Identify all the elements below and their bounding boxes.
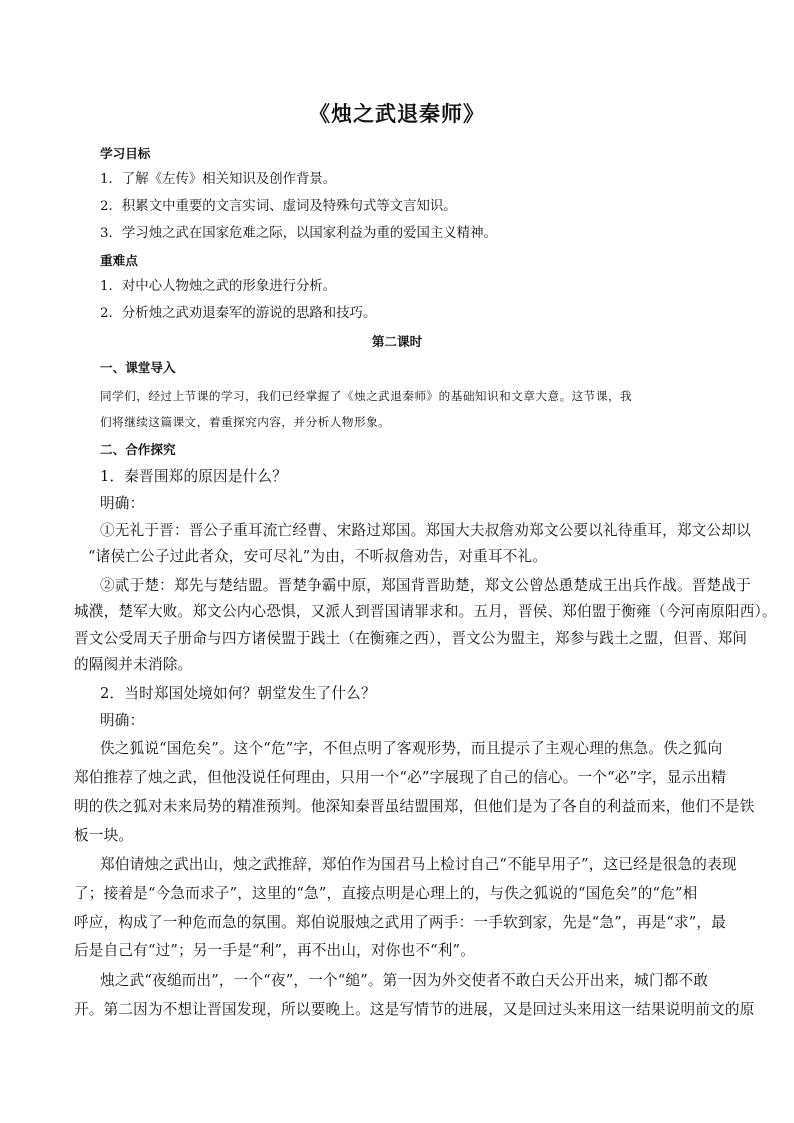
body-paragraph: 烛之武“夜缒而出”，一个“夜”，一个“缒”。第一因为外交使者不敢白天公开出来，城门都不敢 — [100, 972, 709, 989]
body-paragraph: 郑伯推荐了烛之武，但他没说任何理由，只用一个“必”字展现了自己的信心。一个“必”字，显示出精 — [74, 769, 726, 786]
keypoint-item: 1．对中心人物烛之武的形象进行分析。 — [100, 279, 337, 294]
goal-item: 2．积累文中重要的文言实词、虚词及特殊句式等文言知识。 — [100, 199, 457, 214]
body-paragraph: 板一块。 — [74, 827, 134, 844]
section-heading-explore: 二、合作探究 — [100, 442, 176, 457]
lesson-title: 第二课时 — [371, 334, 423, 349]
intro-text: 同学们，经过上节课的学习，我们已经掌握了《烛之武退秦师》的基础知识和文章大意。这节课，我 — [100, 389, 633, 403]
body-paragraph: 郑伯请烛之武出山，烛之武推辞，郑伯作为国君马上检讨自己“不能早用子”，这已经是很急的表现 — [100, 856, 737, 873]
answer-text: ①无礼于晋：晋公子重耳流亡经曹、宋路过郑国。郑国大夫叔詹劝郑文公要以礼待重耳，郑文公却以 — [100, 522, 751, 539]
keypoint-item: 2．分析烛之武劝退秦军的游说的思路和技巧。 — [100, 306, 377, 321]
question-2: 2．当时郑国处境如何？朝堂发生了什么？ — [100, 685, 376, 702]
body-paragraph: 呼应，构成了一种危而急的氛围。郑伯说服烛之武用了两手：一手软到家，先是“急”，再是“求”，最 — [74, 914, 726, 931]
answer-label: 明确： — [100, 712, 145, 729]
keypoints-heading: 重难点 — [100, 253, 138, 268]
document-title: 《烛之武退秦师》 — [309, 102, 485, 126]
goal-item: 3．学习烛之武在国家危难之际，以国家利益为重的爱国主义精神。 — [100, 226, 497, 241]
body-paragraph: 后是自己有“过”；另一手是“利”，再不出山，对你也不“利”。 — [74, 942, 476, 959]
question-1: 1．秦晋围郑的原因是什么？ — [100, 468, 288, 485]
answer-label: 明确： — [100, 495, 145, 512]
body-paragraph: 明的佚之狐对未来局势的精准预判。他深知秦晋虽结盟围郑，但他们是为了各自的利益而来，他们不是铁 — [74, 798, 755, 815]
answer-text: 晋文公受周天子册命与四方诸侯盟于践土（在衡雍之西），晋文公为盟主，郑参与践土之盟，但晋、郑间 — [74, 630, 748, 647]
answer-text: 的隔阂并未消除。 — [74, 656, 193, 673]
body-paragraph: 佚之狐说“国危矣”。这个“危”字，不但点明了客观形势，而且提示了主观心理的焦急。佚之狐向 — [100, 740, 723, 757]
goal-item: 1．了解《左传》相关知识及创作背景。 — [100, 172, 337, 187]
answer-text: ②贰于楚：郑先与楚结盟。晋楚争霸中原，郑国背晋助楚，郑文公曾怂恿楚成王出兵作战。晋楚战于 — [100, 577, 751, 594]
body-paragraph: 了；接着是“今急而求子”，这里的“急”，直接点明是心理上的，与佚之狐说的“国危矣”的“危”相 — [74, 885, 698, 902]
goals-heading: 学习目标 — [100, 146, 151, 161]
section-heading-intro: 一、课堂导入 — [100, 360, 176, 375]
answer-text: 城濮，楚军大败。郑文公内心恐惧，又派人到晋国请罪求和。五月，晋侯、郑伯盟于衡雍（今河南原阳西）。 — [74, 603, 777, 620]
body-paragraph: 开。第二因为不想让晋国发现，所以要晚上。这是写情节的进展，又是回过头来用这一结果说明前文的原 — [74, 1001, 755, 1018]
intro-text: 们将继续这篇课文，着重探究内容，并分析人物形象。 — [100, 415, 391, 429]
answer-text: “诸侯亡公子过此者众，安可尽礼”为由，不听叔詹劝告，对重耳不礼。 — [88, 548, 548, 565]
